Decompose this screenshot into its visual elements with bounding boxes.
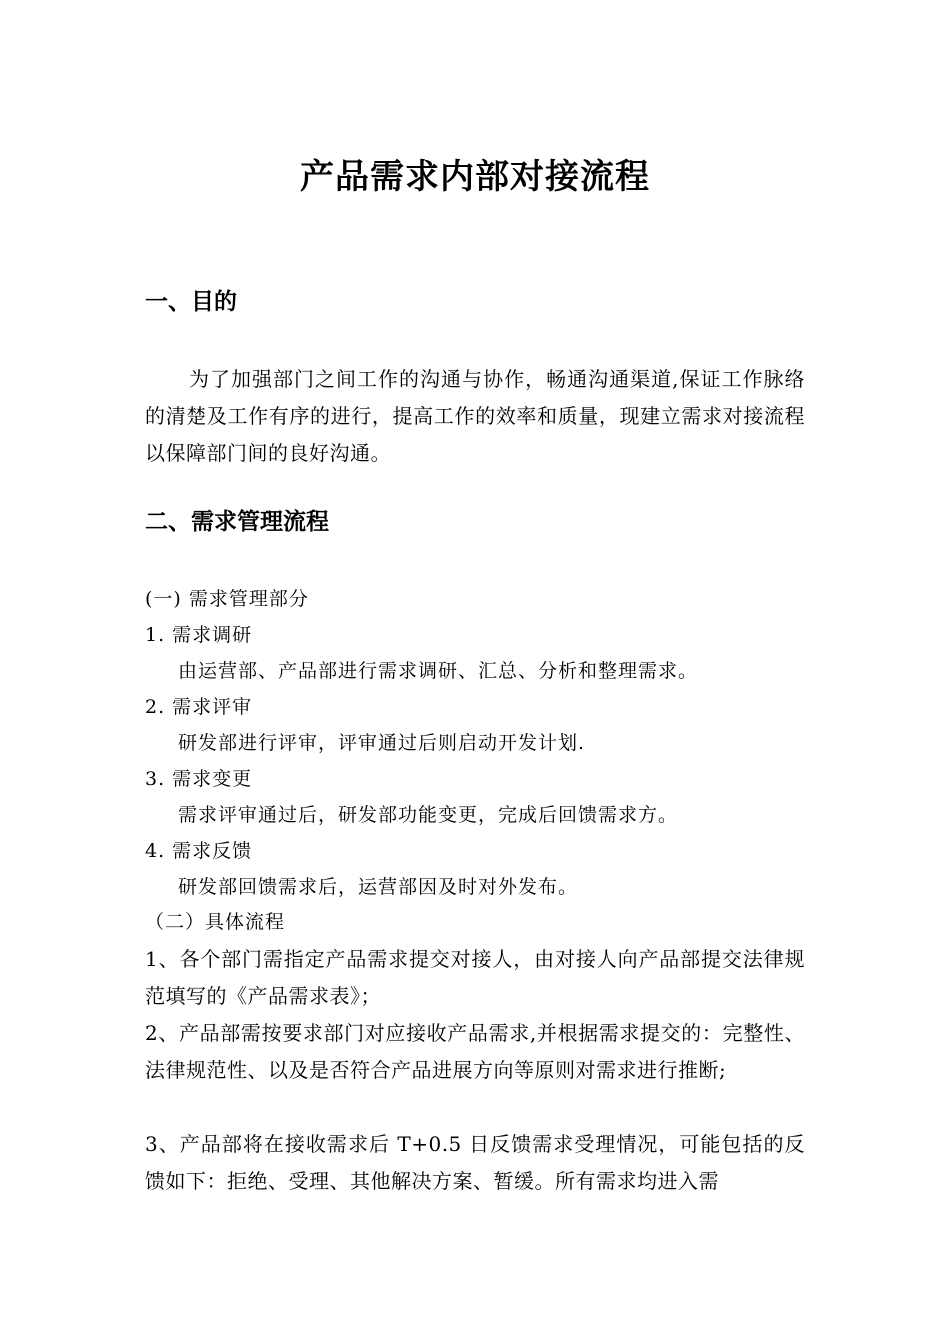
- step-description: 研发部进行评审，评审通过后则启动开发计划.: [178, 732, 586, 754]
- process-item: 1、各个部门需指定产品需求提交对接人，由对接人向产品部提交法律规范填写的《产品需求表》；: [145, 947, 805, 1008]
- process-item: 3、产品部将在接收需求后 T+0.5 日反馈需求受理情况，可能包括的反馈如下：拒绝、受理、其他解决方案、暂缓。所有需求均进入需: [145, 1132, 805, 1193]
- step-title: 2. 需求评审: [145, 696, 253, 718]
- step-description: 需求评审通过后，研发部功能变更，完成后回馈需求方。: [178, 804, 679, 826]
- step-description: 由运营部、产品部进行需求调研、汇总、分析和整理需求。: [178, 660, 699, 682]
- document-title: 产品需求内部对接流程: [300, 157, 650, 197]
- step-title: 3. 需求变更: [145, 768, 253, 790]
- process-item: 2、产品部需按要求部门对应接收产品需求,并根据需求提交的：完整性、法律规范性、以及是否符合产品进展方向等原则对需求进行推断;: [145, 1021, 805, 1082]
- section-heading-process: 二、需求管理流程: [145, 509, 329, 535]
- step-title: 4. 需求反馈: [145, 840, 253, 862]
- subsection-title-management: (一) 需求管理部分: [145, 588, 309, 610]
- step-title: 1. 需求调研: [145, 624, 253, 646]
- purpose-paragraph: 为了加强部门之间工作的沟通与协作，畅通沟通渠道,保证工作脉络的清楚及工作有序的进行，提高工作的效率和质量，现建立需求对接流程以保障部门间的良好沟通。: [145, 367, 805, 465]
- subsection-title-process: （二）具体流程: [145, 911, 286, 933]
- step-description: 研发部回馈需求后，运营部因及时对外发布。: [178, 876, 579, 898]
- section-heading-purpose: 一、目的: [145, 289, 237, 315]
